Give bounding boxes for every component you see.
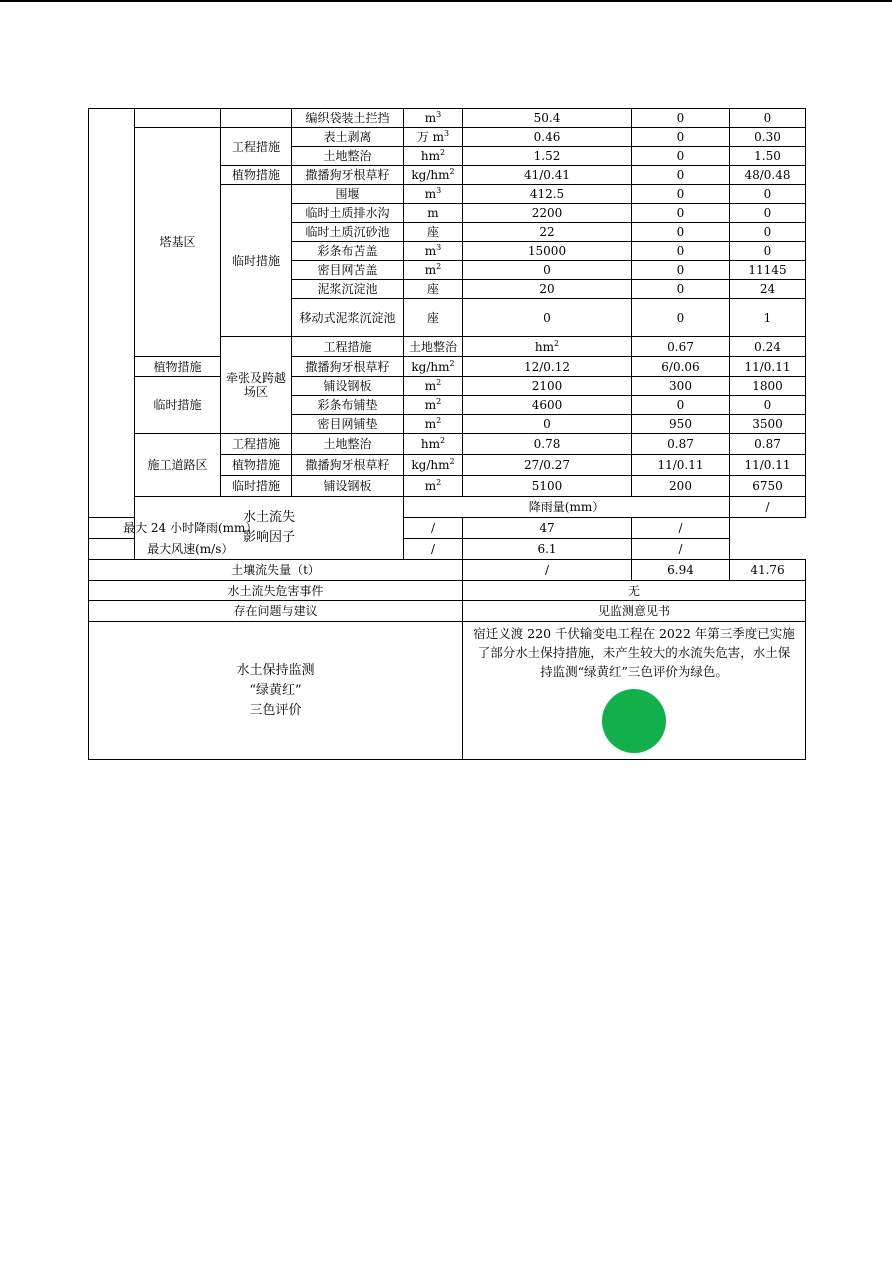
zone-label-stringing: 牵张及跨越场区	[221, 337, 292, 434]
value-cell: /	[632, 539, 730, 560]
table-row	[89, 109, 806, 128]
value-cell: 0	[730, 223, 806, 242]
value-cell: /	[730, 497, 806, 518]
value-cell: 0	[632, 396, 730, 415]
value-cell: 20	[463, 280, 632, 299]
value-cell: 0.67	[632, 337, 730, 357]
value-cell: 1.50	[730, 147, 806, 166]
value-cell: 11/0.11	[730, 357, 806, 377]
table-row	[89, 434, 806, 455]
issues-label: 存在问题与建议	[89, 601, 463, 622]
measure-cell: 密目网铺垫	[292, 415, 404, 434]
unit-cell: m	[404, 204, 463, 223]
measure-cell: 临时土质沉砂池	[292, 223, 404, 242]
unit-cell: $m^3$	[404, 185, 463, 204]
value-cell: 1	[730, 299, 806, 337]
category-label: 临时措施	[221, 476, 292, 497]
evaluation-cell	[463, 622, 806, 760]
value-cell: 47	[463, 518, 632, 539]
unit-cell: $m^3$	[404, 109, 463, 128]
category-label: 临时措施	[135, 377, 221, 434]
value-cell: 300	[632, 377, 730, 396]
category-label: 植物措施	[221, 455, 292, 476]
measure-cell: 临时土质排水沟	[292, 204, 404, 223]
measure-cell: 土地整治	[404, 337, 463, 357]
unit-cell: $hm^2$	[404, 434, 463, 455]
unit-cell: 万 $m^3$	[404, 128, 463, 147]
value-cell: 0	[632, 280, 730, 299]
measure-cell: 土地整治	[292, 147, 404, 166]
unit-cell: 座	[404, 299, 463, 337]
value-cell: 11/0.11	[730, 455, 806, 476]
value-cell: 50.4	[463, 109, 632, 128]
value-cell: 6.94	[632, 560, 730, 581]
page-top-border	[0, 0, 892, 2]
measure-cell: 铺设钢板	[292, 377, 404, 396]
table-row	[89, 622, 806, 760]
factor-label: 最大风速(m/s）	[89, 539, 292, 560]
value-cell: 6.1	[463, 539, 632, 560]
value-cell: 0.46	[463, 128, 632, 147]
measure-cell: 编织袋装土拦挡	[292, 109, 404, 128]
value-cell: 0	[463, 299, 632, 337]
zone-label-road: 施工道路区	[135, 434, 221, 497]
hazard-label: 水土流失危害事件	[89, 581, 463, 601]
unit-cell: $m^2$	[404, 476, 463, 497]
measure-cell: 土地整治	[292, 434, 404, 455]
factor-label: 最大 24 小时降雨(mm）	[89, 518, 292, 539]
unit-cell: $hm^2$	[404, 147, 463, 166]
value-cell: 48/0.48	[730, 166, 806, 185]
table-row	[89, 518, 806, 539]
value-cell: 0	[463, 261, 632, 280]
measure-cell: 表土剥离	[292, 128, 404, 147]
value-cell: 0	[632, 204, 730, 223]
value-cell: 0	[730, 396, 806, 415]
unit-cell: $kg/hm^2$	[404, 357, 463, 377]
value-cell: 6750	[730, 476, 806, 497]
monitoring-table	[88, 108, 806, 760]
measure-cell: 撒播狗牙根草籽	[292, 166, 404, 185]
measure-cell: 撒播狗牙根草籽	[292, 455, 404, 476]
table-row	[89, 601, 806, 622]
value-cell: 950	[632, 415, 730, 434]
value-cell: 0	[730, 242, 806, 261]
value-cell: 0.30	[730, 128, 806, 147]
value-cell: /	[404, 539, 463, 560]
value-cell: 0.87	[632, 434, 730, 455]
issues-value: 见监测意见书	[463, 601, 806, 622]
unit-cell: $m^2$	[404, 261, 463, 280]
table-row	[89, 581, 806, 601]
value-cell: /	[404, 518, 463, 539]
value-cell: 12/0.12	[463, 357, 632, 377]
value-cell: 0	[730, 109, 806, 128]
unit-cell: $m^3$	[404, 242, 463, 261]
value-cell: 2100	[463, 377, 632, 396]
measure-cell: 撒播狗牙根草籽	[292, 357, 404, 377]
zone-cell-continued	[135, 109, 221, 128]
value-cell: 6/0.06	[632, 357, 730, 377]
value-cell: 11145	[730, 261, 806, 280]
unit-cell: $hm^2$	[463, 337, 632, 357]
category-label: 植物措施	[221, 166, 292, 185]
project-column-cell	[89, 109, 135, 518]
category-label: 临时措施	[221, 185, 292, 337]
measure-cell: 围堰	[292, 185, 404, 204]
value-cell: 2200	[463, 204, 632, 223]
unit-cell: $m^2$	[404, 377, 463, 396]
category-label: 工程措施	[221, 128, 292, 166]
value-cell: 15000	[463, 242, 632, 261]
value-cell: 0	[632, 109, 730, 128]
value-cell: 3500	[730, 415, 806, 434]
value-cell: 0	[730, 185, 806, 204]
evaluation-label-line: 三色评价	[249, 702, 302, 718]
category-cell-continued	[221, 109, 292, 128]
value-cell: 5100	[463, 476, 632, 497]
evaluation-label-line: “绿黄红”	[249, 682, 302, 698]
value-cell: /	[632, 518, 730, 539]
evaluation-text: 宿迁义渡 220 千伏输变电工程在 2022 年第三季度已实施了部分水土保持措施，未产生较大的水流失危害，水土保持监测“绿黄红”三色评价为绿色。	[473, 626, 795, 679]
table-row	[89, 377, 806, 396]
factor-group-label: 水土流失影响因子	[135, 497, 404, 560]
unit-cell: $kg/hm^2$	[404, 166, 463, 185]
category-label: 工程措施	[221, 434, 292, 455]
value-cell: 0	[632, 261, 730, 280]
value-cell: 41/0.41	[463, 166, 632, 185]
unit-cell: $m^2$	[404, 415, 463, 434]
value-cell: 11/0.11	[632, 455, 730, 476]
unit-cell: $m^2$	[404, 396, 463, 415]
value-cell: 1.52	[463, 147, 632, 166]
table-row	[89, 357, 806, 377]
zone-label-tower: 塔基区	[135, 128, 221, 357]
value-cell: 1800	[730, 377, 806, 396]
evaluation-label	[89, 622, 463, 760]
green-indicator-icon	[602, 689, 666, 753]
value-cell: 0	[730, 204, 806, 223]
value-cell: 22	[463, 223, 632, 242]
evaluation-label-line: 水土保持监测	[236, 662, 315, 678]
value-cell: 200	[632, 476, 730, 497]
value-cell: 0	[632, 299, 730, 337]
value-cell: 24	[730, 280, 806, 299]
value-cell: 0.87	[730, 434, 806, 455]
measure-cell: 彩条布苫盖	[292, 242, 404, 261]
measure-cell: 铺设钢板	[292, 476, 404, 497]
table-row	[89, 497, 806, 518]
table-row	[89, 539, 806, 560]
measure-cell: 泥浆沉淀池	[292, 280, 404, 299]
value-cell: 0.24	[730, 337, 806, 357]
unit-cell: 座	[404, 280, 463, 299]
value-cell: 0	[632, 185, 730, 204]
category-label: 工程措施	[292, 337, 404, 357]
value-cell: 0.78	[463, 434, 632, 455]
value-cell: 27/0.27	[463, 455, 632, 476]
value-cell: 41.76	[730, 560, 806, 581]
value-cell: 0	[632, 166, 730, 185]
value-cell: 412.5	[463, 185, 632, 204]
value-cell: 0	[632, 147, 730, 166]
measure-cell: 彩条布铺垫	[292, 396, 404, 415]
value-cell: 0	[632, 242, 730, 261]
category-label: 植物措施	[135, 357, 221, 377]
unit-cell: 座	[404, 223, 463, 242]
factor-label: 降雨量(mm）	[404, 497, 730, 518]
unit-cell: $kg/hm^2$	[404, 455, 463, 476]
table-row	[89, 128, 806, 147]
value-cell: /	[463, 560, 632, 581]
measure-cell: 移动式泥浆沉淀池	[292, 299, 404, 337]
value-cell: 0	[463, 415, 632, 434]
value-cell: 0	[632, 128, 730, 147]
table-row	[89, 560, 806, 581]
value-cell: 4600	[463, 396, 632, 415]
value-cell: 0	[632, 223, 730, 242]
soil-loss-label: 土壤流失量（t）	[89, 560, 463, 581]
measure-cell: 密目网苫盖	[292, 261, 404, 280]
hazard-value: 无	[463, 581, 806, 601]
